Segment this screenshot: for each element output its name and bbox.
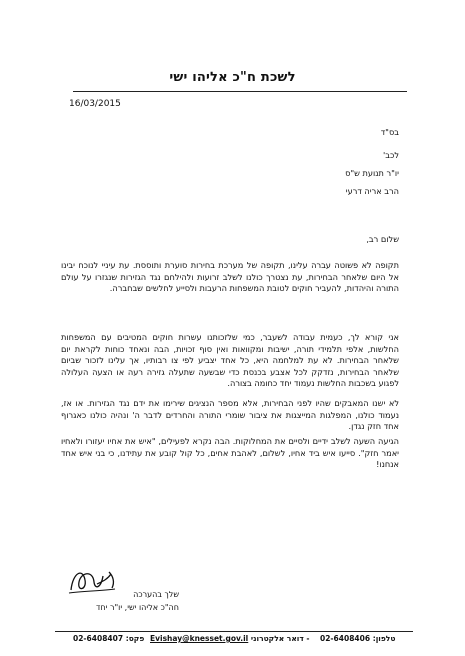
greeting: שלום רב, bbox=[366, 234, 399, 244]
footer-email-link[interactable]: Evishay@knesset.gov.il bbox=[150, 634, 249, 643]
addressee-to: לכב' bbox=[383, 150, 399, 160]
footer-fax: פקס: 02-6408407 bbox=[73, 634, 145, 643]
footer-divider bbox=[55, 631, 413, 632]
addressee-line-1: יו"ר תנועת ש"ס bbox=[345, 168, 399, 178]
paragraph-3: לא ישנו המאבקים שהיו לפני הבחירות, אלא מספר הנציגים שירימו את ידם נגד הגזירות. או אז, נעמוד כולנו, המפלגות המייצגות את ציבור שומרי התורה והחרדים לדבר ה' ונהיה כולנו כאגרוף אחד חזק נגדן. bbox=[61, 398, 399, 432]
footer-email-label: דואר אלקטרוני - bbox=[250, 634, 310, 643]
signoff-line-1: שלך בהערכה bbox=[133, 590, 179, 599]
signoff-line-2: חה"כ אליהו ישי, יו"ר יחד bbox=[96, 603, 179, 612]
paragraph-4: הגיעה השעה לשלב ידיים ולסיים את המחלוקות. הבה נקרא לפעילים, "איש את אחיו יעזורו ולאחיו יאמר חזק". סייעו איש ביד אחיו, לשלום, לאהבת אחים, כל קול קובע את עתידנו, כי בני איש אחד אנחנו! bbox=[61, 436, 399, 470]
paragraph-2: אני קורא לך, כעמית עבודה לשעבר, כמי שלזכותנו עשרות חוקים המטיבים עם המשפחות החלשות, אלפי תלמידי תורה, ישיבות ומקוואות ואין סוף זכויות, הבה ונאחד כוחות לקראת יום שלאחר הבחירות. לא עת למלחמה היא, כל אחד יצביע לפי צו רבותיו, אך עלינו לזכור שביום שלאחר הבחירות, נזדקק לכל אצבע בכנסת כדי שבשעה שתעלה גזירה רעה או הצעה העלולה לפגוע בשכבות החלשות נעמוד יחד כחומה בצורה. bbox=[61, 332, 399, 389]
letterhead-divider bbox=[73, 91, 407, 92]
letter-date: 16/03/2015 bbox=[69, 99, 121, 109]
bsd-mark: בס"ד bbox=[380, 127, 399, 137]
paragraph-1: תקופה לא פשוטה עברה עלינו, תקופה של מערכת בחירות סוערת ותוססת. עת עיניי לנוכח יבינו אל היום שלאחר הבחירות, עת נצטרך כולנו לשלב זרועות ולהילחם נגד הגזירות שנגזרו על עולם התורה והיהדות, להעביר חוקים לטובת המשפחות הרעבות ולסייע לחלשים שבחברה. bbox=[61, 260, 399, 294]
footer-email-block bbox=[150, 634, 310, 643]
addressee-line-2: הרב אריה דרעי bbox=[345, 186, 399, 196]
letterhead-title: לשכת ח"כ אליהו ישי bbox=[169, 70, 296, 85]
footer-phone: טלפון: 02-6408406 bbox=[320, 634, 396, 643]
